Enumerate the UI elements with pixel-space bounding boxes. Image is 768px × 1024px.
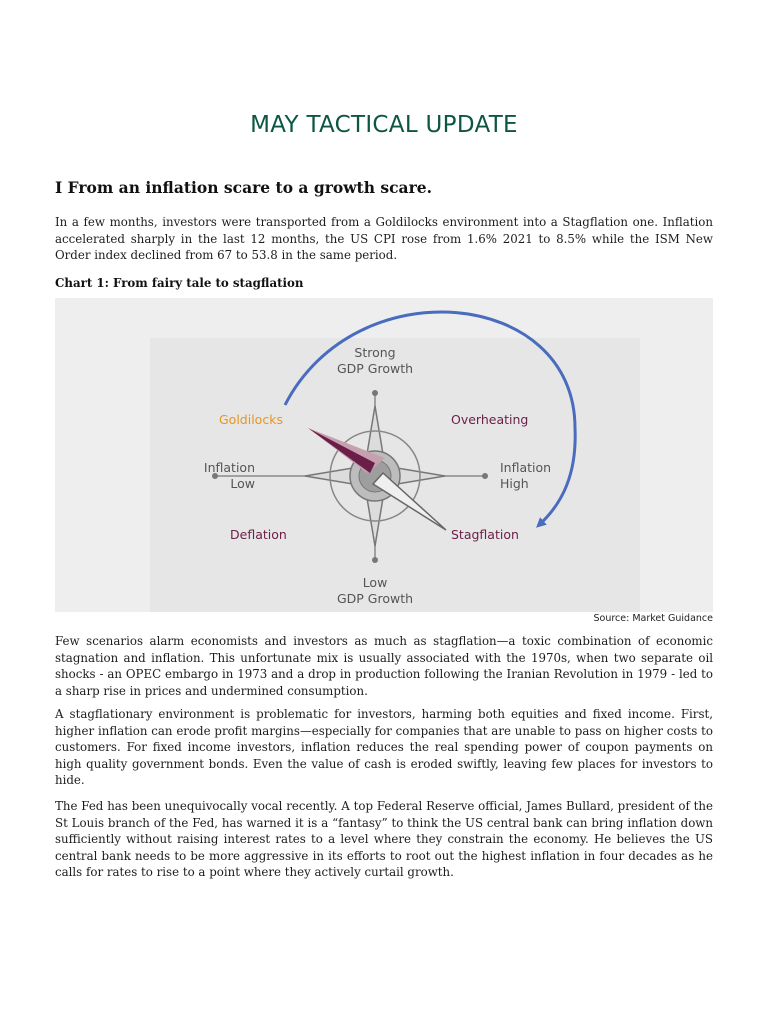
chart-source: Source: Market Guidance bbox=[593, 613, 713, 624]
fed-paragraph: The Fed has been unequivocally vocal recently. A top Federal Reserve official, James Bullard, president of the St Louis branch of the Fed, has warned it is a “fantasy” to think the US central bank can bring inflation down sufficiently without raising interest rates to a level where they constrain the economy. He believes the US central bank needs to be more aggressive in its efforts to root out the highest inflation in four decades as he calls for rates to rise to a point where they actively curtail growth. bbox=[55, 799, 713, 880]
label-low-gdp-line2: GDP Growth bbox=[336, 591, 414, 606]
page-title: MAY TACTICAL UPDATE bbox=[250, 112, 518, 138]
label-inflation-high-line2: High bbox=[500, 476, 529, 491]
intro-paragraph: In a few months, investors were transported from a Goldilocks environment into a Stagflation one. Inflation accelerated sharply in the last 12 months, the US CPI rose from 1.6% 2021 to 8.5% while the ISM New Order index declined from 67 to 53.8 in the same period. bbox=[55, 215, 713, 263]
label-stagflation: Stagflation bbox=[451, 527, 519, 542]
stagflation-paragraph: Few scenarios alarm economists and investors as much as stagflation—a toxic combination of economic stagnation and inflation. This unfortunate mix is usually associated with the 1970s, when two separate oil shocks - an OPEC embargo in 1973 and a drop in production following the Iranian Revolution in 1979 - led to a sharp rise in prices and undermined consumption. bbox=[55, 634, 713, 698]
label-inflation-low-line1: Inflation bbox=[203, 460, 255, 475]
label-deflation: Deflation bbox=[230, 527, 287, 542]
section-heading: I From an inflation scare to a growth scare. bbox=[55, 178, 433, 197]
investors-paragraph: A stagflationary environment is problematic for investors, harming both equities and fixed income. First, higher inflation can erode profit margins—especially for companies that are unable to pass on higher costs to customers. For fixed income investors, inflation reduces the real spending power of coupon payments on high quality government bonds. Even the value of cash is eroded swiftly, leaving few places for investors to hide. bbox=[55, 707, 713, 788]
axis-dot-bottom bbox=[372, 557, 378, 563]
label-overheating: Overheating bbox=[451, 412, 529, 427]
label-goldilocks: Goldilocks bbox=[219, 412, 283, 427]
label-strong-line1: Strong bbox=[354, 345, 396, 360]
label-strong-line2: GDP Growth bbox=[336, 361, 414, 376]
axis-dot-top bbox=[372, 390, 378, 396]
chart-caption: Chart 1: From fairy tale to stagflation bbox=[55, 276, 304, 290]
label-inflation-high-line1: Inflation bbox=[500, 460, 552, 475]
label-low-gdp-line1: Low bbox=[362, 575, 388, 590]
label-inflation-low-line2: Low bbox=[230, 476, 255, 491]
compass-svg bbox=[55, 298, 713, 612]
compass-diagram bbox=[55, 298, 713, 612]
axis-dot-right bbox=[482, 473, 488, 479]
